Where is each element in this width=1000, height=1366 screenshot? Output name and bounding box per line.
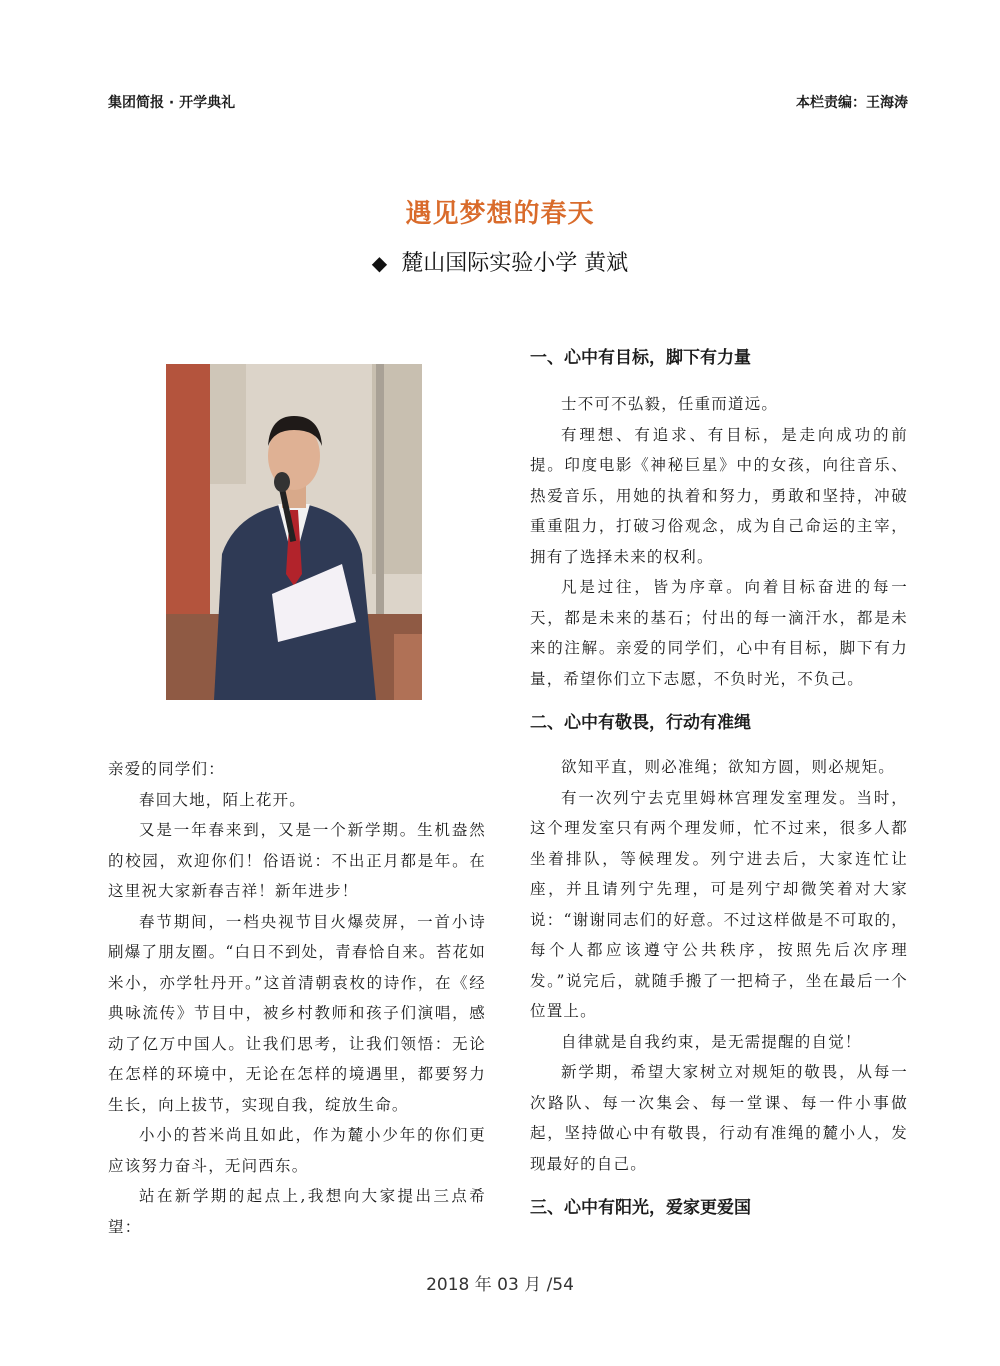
paragraph: 春回大地，陌上花开。 [139,790,307,809]
section-heading-1: 一、心中有目标，脚下有力量 [530,348,751,368]
paragraph: 小小的苔米尚且如此，作为麓小少年的你们更应该努力奋斗，无问西东。 [108,1126,486,1175]
paragraph: 凡是过往，皆为序章。向着目标奋进的每一天，都是未来的基石；付出的每一滴汗水，都是未来的注解。亲爱的同学们，心中有目标，脚下有力量，希望你们立下志愿，不负时光，不负己。 [530,578,908,688]
section-heading-2: 二、心中有敬畏，行动有准绳 [530,713,751,733]
editor-credit: 本栏责编：王海涛 [796,95,908,111]
paragraph: 新学期，希望大家树立对规矩的敬畏，从每一次路队、每一次集会、每一堂课、每一件小事做起，坚持做心中有敬畏，行动有准绳的麓小人，发现最好的自己。 [530,1063,908,1173]
paragraph: 站在新学期的起点上,我想向大家提出三点希望： [108,1187,486,1236]
paragraph: 有一次列宁去克里姆林宫理发室理发。当时，这个理发室只有两个理发师，忙不过来，很多人都坐着排队，等候理发。列宁进去后，大家连忙让座，并且请列宁先理，可是列宁却微笑着对大家说：“谢谢同志们的好意。不过这样做是不可取的，每个人都应该遵守公共秩序，按照先后次序理发。”说完后，就随手搬了一把椅子，坐在最后一个位置上。 [530,788,908,1020]
paragraph: 有理想、有追求、有目标，是走向成功的前提。印度电影《神秘巨星》中的女孩，向往音乐、热爱音乐，用她的执着和努力，勇敢和坚持，冲破重重阻力，打破习俗观念，成为自己命运的主宰，拥有了选择未来的权利。 [530,425,908,566]
page-footer: 2018 年 03 月 /54 [426,1275,574,1295]
article-title: 遇见梦想的春天 [405,199,595,229]
article-byline [0,246,1000,277]
paragraph: 春节期间，一档央视节目火爆荧屏，一首小诗刷爆了朋友圈。“白日不到处，青春恰自来。苔花如米小，亦学牡丹开。”这首清朝袁枚的诗作，在《经典咏流传》节目中，被乡村教师和孩子们演唱，感动了亿万中国人。让我们思考，让我们领悟：无论在怎样的环境中，无论在怎样的境遇里，都要努力生长，向上拔节，实现自我，绽放生命。 [108,912,486,1114]
left-column [108,754,486,1242]
paragraph: 士不可不弘毅，任重而道远。 [561,395,779,413]
speaker-illustration [166,364,422,700]
section-heading-3: 三、心中有阳光，爱家更爱国 [530,1198,751,1218]
section-label: 集团简报 · 开学典礼 [108,95,236,111]
paragraph: 欲知平直，则必准绳；欲知方圆，则必规矩。 [561,758,896,776]
author-name: 麓山国际实验小学 黄斌 [401,251,629,276]
right-column [530,343,908,1237]
paragraph: 又是一年春来到，又是一个新学期。生机盎然的校园，欢迎你们！俗语说：不出正月都是年。在这里祝大家新春吉祥！新年进步！ [108,821,486,900]
speaker-photo [166,364,422,700]
paragraph: 自律就是自我约束，是无需提醒的自觉！ [561,1032,862,1051]
salutation: 亲爱的同学们： [108,760,225,778]
diamond-bullet-icon: ◆ [371,251,388,275]
